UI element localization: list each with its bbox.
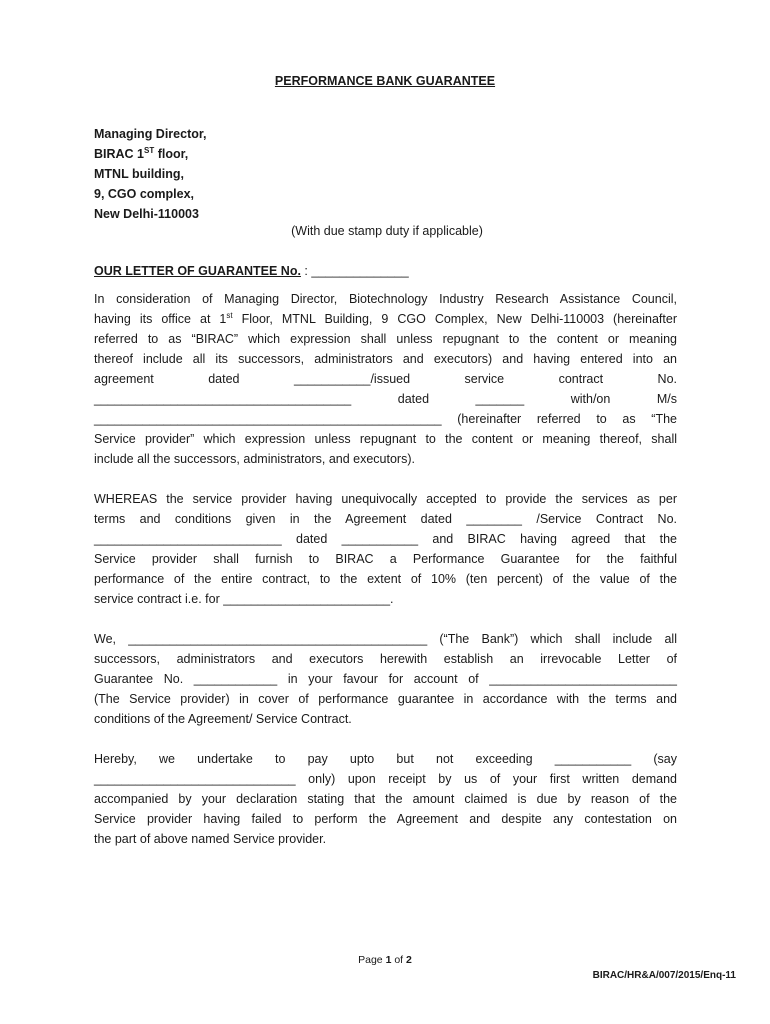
paragraph-line: ___________________________ dated ___________ and BIRAC having agreed that the (94, 532, 677, 546)
paragraph-line: include all the successors, administrators, and executors). (94, 452, 415, 466)
paragraph-line: thereof include all its successors, administrators and executors) and having entered into an (94, 352, 677, 366)
paragraph-line: accompanied by your declaration stating that the amount claimed is due by reason of the (94, 792, 677, 806)
paragraph-line: In consideration of Managing Director, Biotechnology Industry Research Assistance Council, (94, 292, 677, 306)
paragraph-line: __________________________________________________ (hereinafter referred to as “The (94, 412, 677, 426)
paragraph-line: (The Service provider) in cover of performance guarantee in accordance with the terms and (94, 692, 677, 706)
paragraph-line: the part of above named Service provider. (94, 832, 327, 846)
paragraph-line: Hereby, we undertake to pay upto but not exceeding ___________ (say (94, 752, 677, 766)
address-text: BIRAC 1 (94, 147, 145, 161)
paragraph-line: Service provider” which expression unless repugnant to the content or meaning thereof, shall (94, 432, 677, 446)
paragraph-line: We, ___________________________________________ (“The Bank”) which shall include all (94, 632, 677, 646)
paragraph-line: service contract i.e. for ________________________. (94, 592, 394, 606)
paragraph-line: performance of the entire contract, to the extent of 10% (ten percent) of the value of the (94, 572, 677, 586)
address-line: New Delhi-110003 (94, 207, 199, 221)
letter-number-label: OUR LETTER OF GUARANTEE No. (94, 264, 301, 278)
paragraph-line: WHEREAS the service provider having unequivocally accepted to provide the services as per (94, 492, 677, 506)
payment-undertaking-paragraph (94, 749, 677, 849)
paragraph-line: _____________________________ only) upon receipt by us of your first written demand (94, 772, 677, 786)
paragraph-line: referred to as “BIRAC” which expression shall unless repugnant to the content or meaning (94, 332, 677, 346)
line-text: having its office at 1 (94, 312, 227, 326)
reference-number: BIRAC/HR&A/007/2015/Enq-11 (592, 970, 736, 981)
letter-number-blank: : ______________ (300, 264, 409, 278)
paragraph-line: agreement dated ___________/issued service contract No. (94, 372, 677, 386)
paragraph-line: Service provider shall furnish to BIRAC a Performance Guarantee for the faithful (94, 552, 677, 566)
stamp-duty-note (0, 224, 770, 238)
whereas-paragraph (94, 489, 677, 609)
paragraph-line: conditions of the Agreement/ Service Contract. (94, 712, 352, 726)
page-number (0, 954, 770, 966)
address-line (94, 144, 207, 164)
paragraph-line: successors, administrators and executors herewith establish an irrevocable Letter of (94, 652, 677, 666)
address-text: floor, (154, 147, 189, 161)
page-label: of (391, 954, 407, 966)
paragraph-line (94, 309, 677, 329)
address-line: Managing Director, (94, 127, 207, 141)
line-text: Floor, MTNL Building, 9 CGO Complex, New Delhi-110003 (hereinafter (232, 312, 677, 326)
consideration-paragraph (94, 289, 677, 469)
letter-of-guarantee-number (94, 264, 409, 278)
addressee-block (94, 124, 207, 224)
ordinal-superscript: ST (144, 145, 155, 155)
address-line: MTNL building, (94, 167, 185, 181)
total-pages: 2 (406, 954, 412, 966)
paragraph-line: Service provider having failed to perform the Agreement and despite any contestation on (94, 812, 677, 826)
stamp-duty-text: (With due stamp duty if applicable) (291, 224, 483, 238)
ordinal-superscript: st (226, 310, 233, 320)
bank-undertaking-paragraph (94, 629, 677, 729)
paragraph-line: Guarantee No. ____________ in your favour for account of ___________________________ (94, 672, 677, 686)
paragraph-line: terms and conditions given in the Agreement dated ________ /Service Contract No. (94, 512, 677, 526)
current-page: 1 (385, 954, 392, 966)
page-label: Page (358, 954, 386, 966)
address-line: 9, CGO complex, (94, 187, 195, 201)
document-title: PERFORMANCE BANK GUARANTEE (274, 74, 496, 88)
paragraph-line: _____________________________________ dated _______ with/on M/s (94, 392, 677, 406)
